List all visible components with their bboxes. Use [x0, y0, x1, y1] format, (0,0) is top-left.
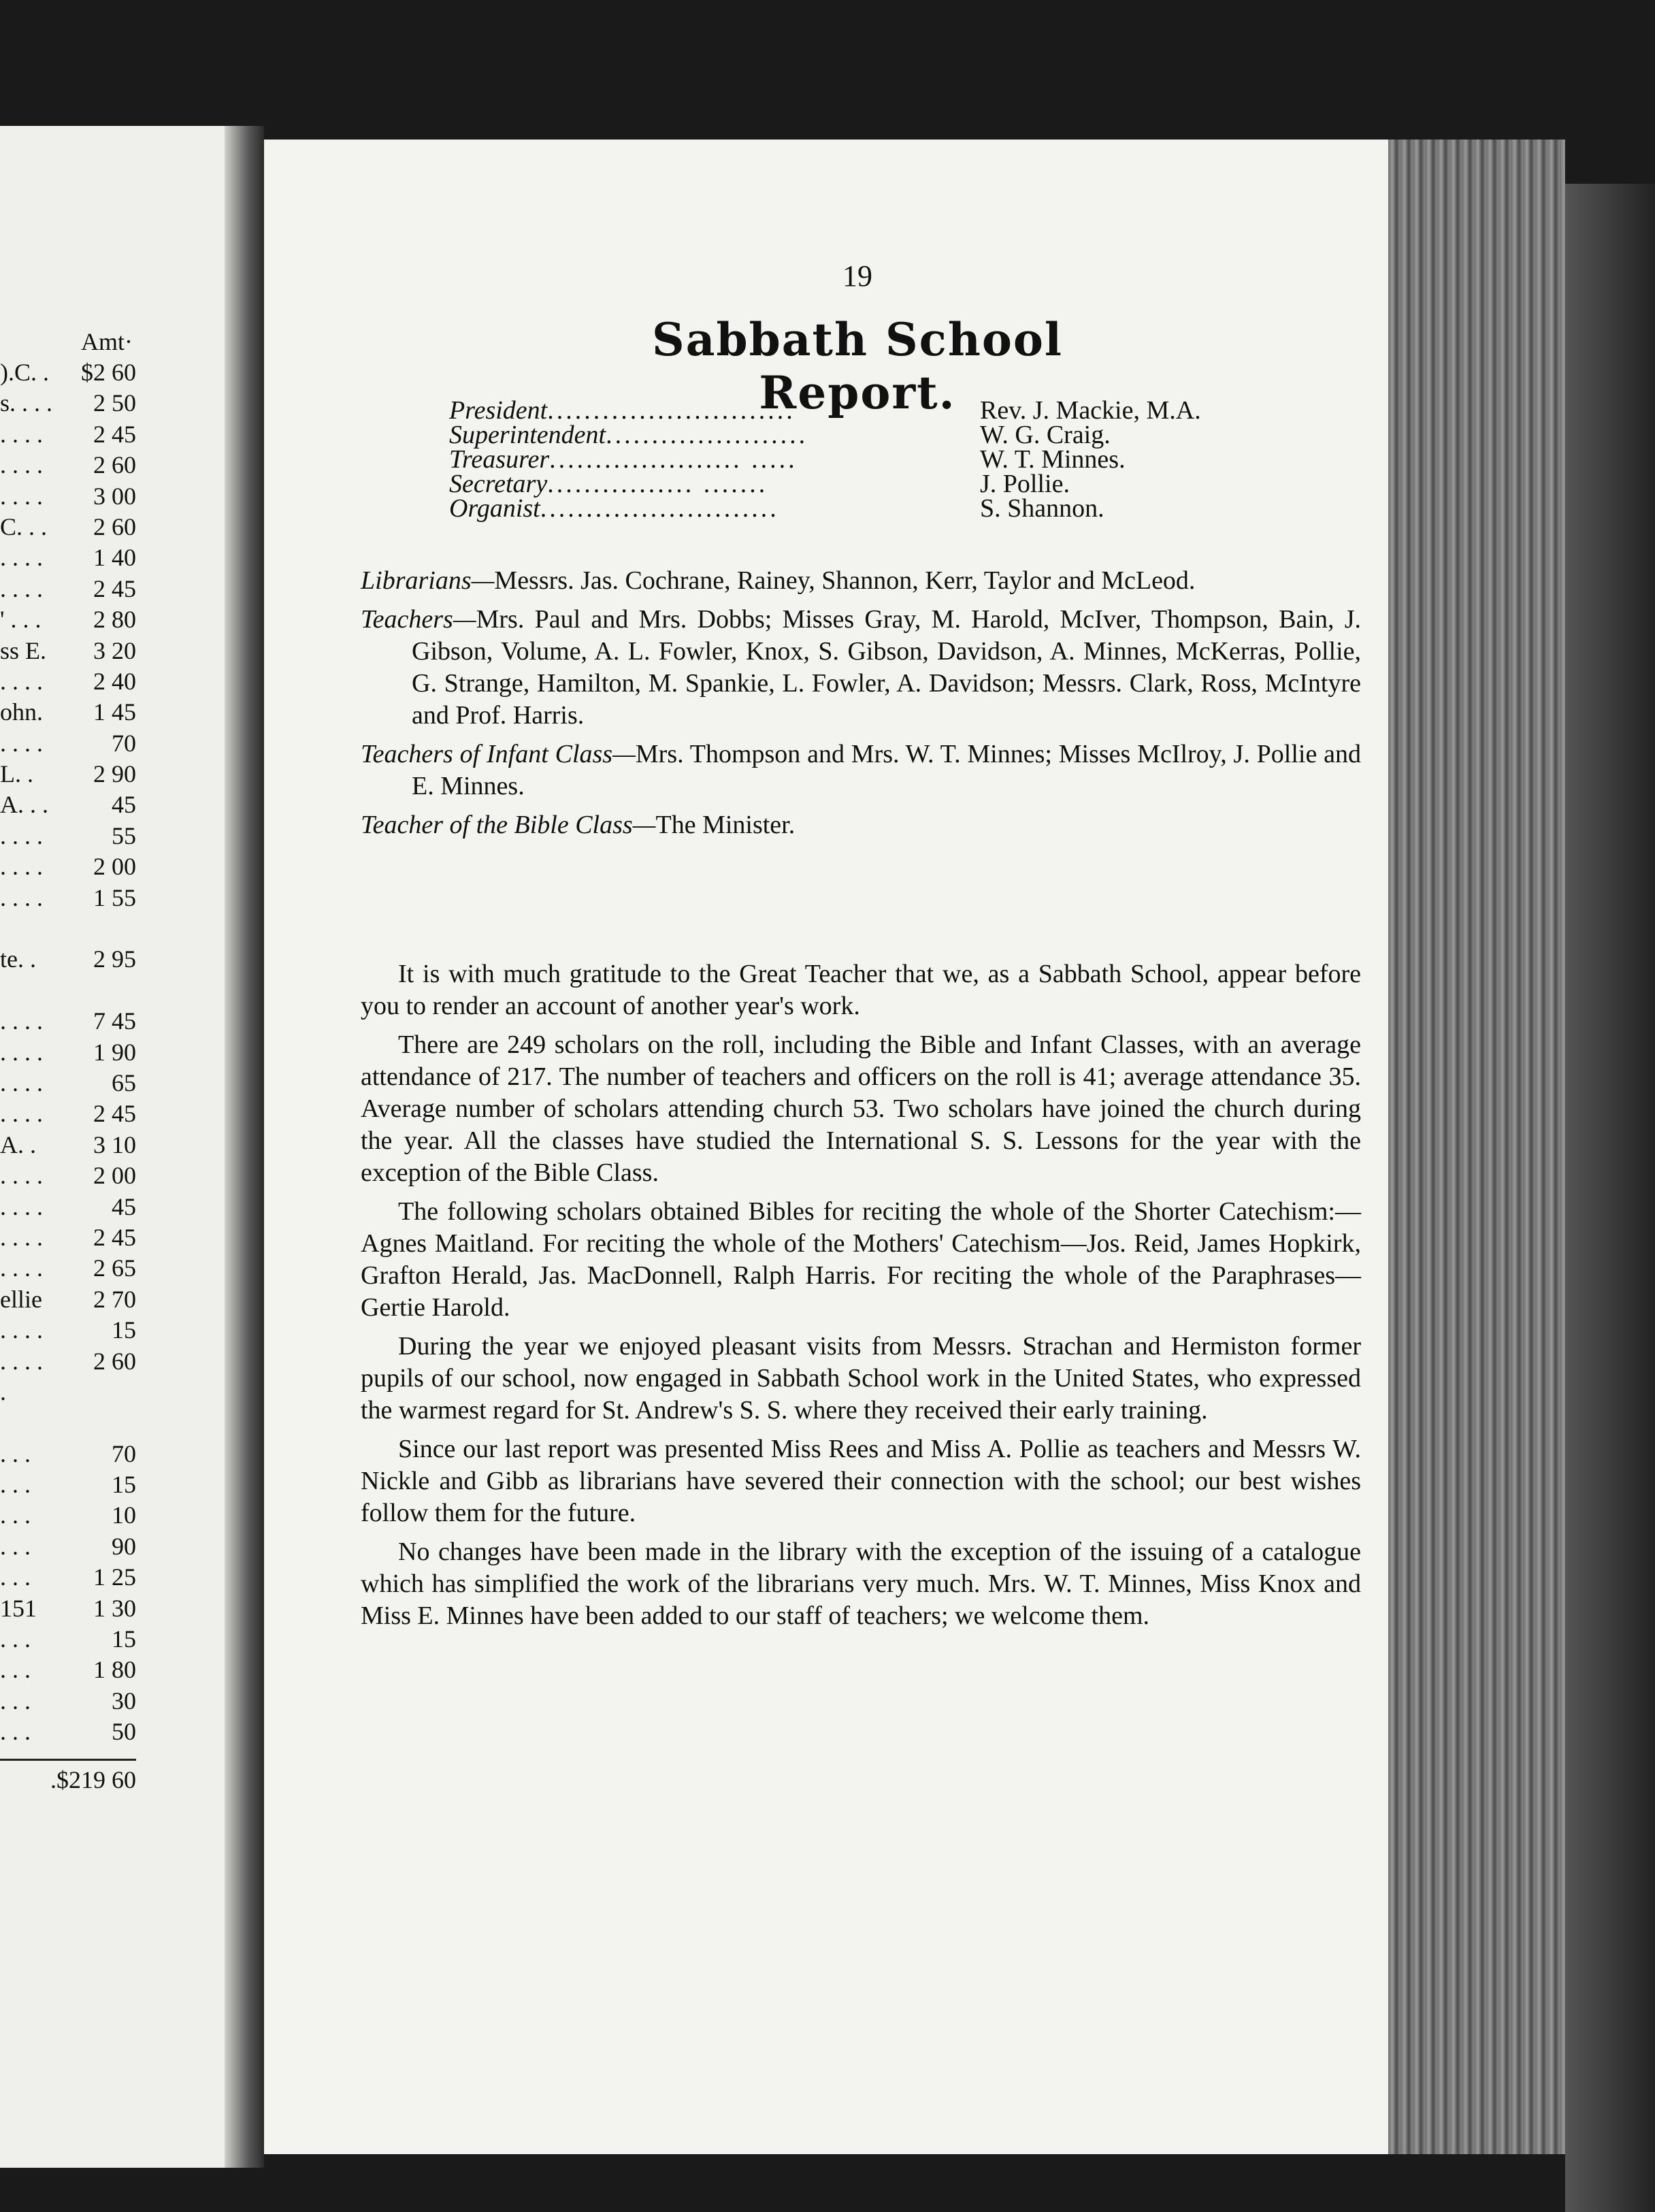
left-row-amount: 2 60	[93, 513, 136, 540]
left-row-label: . . . .	[0, 420, 43, 448]
left-row-label: . . . .	[0, 667, 43, 695]
officer-name: W. T. Minnes.	[980, 445, 1126, 474]
left-row-amount: 2 45	[93, 574, 136, 602]
left-row-amount: 3 10	[93, 1131, 136, 1158]
left-row-label: L. .	[0, 760, 33, 788]
left-row-amount: 3 00	[93, 482, 136, 510]
left-row-amount: 1 40	[93, 544, 136, 572]
left-amount-row	[0, 1037, 136, 1068]
left-row-amount: 2 65	[93, 1254, 136, 1282]
officer-row	[449, 423, 1334, 447]
left-amount-row	[0, 1315, 136, 1346]
leader-dots: ..................... .....	[549, 447, 798, 472]
left-amount-row	[0, 666, 136, 697]
left-row-label: . . . .	[0, 1192, 43, 1220]
left-row-label: . . .	[0, 1625, 31, 1653]
left-amount-row	[0, 697, 136, 728]
left-row-amount	[68, 913, 136, 944]
left-amount-row	[0, 636, 136, 666]
left-row-label: . . .	[0, 1440, 31, 1467]
left-amount-row	[0, 1346, 136, 1377]
left-amount-row	[0, 1408, 136, 1438]
left-row-label: te. .	[0, 945, 36, 973]
left-row-amount: 65	[112, 1069, 136, 1096]
page-number: 19	[842, 259, 872, 293]
librarians-entry	[361, 565, 1361, 597]
left-row-label: . . .	[0, 1532, 31, 1560]
left-row-amount: 2 95	[93, 945, 136, 973]
left-row-label	[0, 975, 68, 1006]
total-row	[0, 1765, 136, 1795]
total-rule	[0, 1759, 136, 1761]
page-edges	[1388, 140, 1565, 2154]
left-row-label: A. .	[0, 1131, 36, 1158]
left-row-label: . . . .	[0, 544, 43, 572]
left-row-label: . . . .	[0, 1007, 43, 1035]
left-row-amount: 45	[112, 791, 136, 819]
left-rows	[0, 357, 136, 1748]
left-row-amount: 70	[112, 729, 136, 757]
left-row-amount	[68, 1408, 136, 1438]
left-row-amount: 15	[112, 1316, 136, 1344]
left-row-label: .	[0, 1378, 6, 1405]
left-row-label: s. . . .	[0, 389, 53, 417]
left-row-label: A. . .	[0, 791, 48, 819]
left-row-amount	[68, 1377, 136, 1408]
infant-teachers-text: Mrs. Thompson and Mrs. W. T. Minnes; Misses McIlroy, J. Pollie and E. Minnes.	[412, 740, 1361, 800]
left-amount-row	[0, 542, 136, 573]
left-row-amount: 7 45	[93, 1007, 136, 1035]
left-amount-row	[0, 450, 136, 481]
book-cover-edge	[1565, 184, 1655, 2212]
left-row-label: . . .	[0, 1563, 31, 1591]
officer-name: W. G. Craig.	[980, 421, 1111, 449]
left-row-amount: 70	[112, 1440, 136, 1467]
left-row-label: ellie	[0, 1285, 42, 1313]
left-amount-row	[0, 357, 136, 388]
left-amount-row	[0, 821, 136, 851]
left-amount-row	[0, 913, 136, 944]
left-row-amount: 15	[112, 1471, 136, 1499]
staff-lists	[361, 565, 1361, 848]
left-row-label: . . . .	[0, 853, 43, 881]
left-row-amount: 15	[112, 1625, 136, 1653]
left-amount-row	[0, 419, 136, 450]
report-paragraph: There are 249 scholars on the roll, including the Bible and Infant Classes, with an average attendance of 217. The number of teachers and officers on the roll is 41; average attendance 35. Average number of scholars attending church 53. Two scholars have joined the church during the year. All the classes have studied the International S. S. Lessons for the year with the exception of the Bible Class.	[361, 1030, 1361, 1187]
left-row-amount	[68, 975, 136, 1006]
left-row-label: . . .	[0, 1656, 31, 1684]
page-title: Sabbath School Report.	[652, 313, 1063, 419]
left-amount-row	[0, 759, 136, 790]
left-row-amount: 1 55	[93, 883, 136, 911]
left-row-label: . . . .	[0, 482, 43, 510]
left-row-amount: 2 60	[93, 451, 136, 479]
left-row-amount: 1 45	[93, 698, 136, 726]
left-row-label: . . . .	[0, 822, 43, 849]
left-row-amount: 2 70	[93, 1285, 136, 1313]
officer-role: Organist	[449, 494, 540, 523]
left-amount-row	[0, 604, 136, 635]
left-row-label: . . . .	[0, 1254, 43, 1282]
left-row-label: ).C. .	[0, 359, 49, 386]
left-amount-row	[0, 1717, 136, 1747]
left-amount-row	[0, 851, 136, 882]
left-row-label: . . . .	[0, 1038, 43, 1066]
left-amount-row	[0, 1377, 136, 1408]
officer-row	[449, 447, 1334, 472]
leader-dots: ..........................	[540, 496, 779, 521]
officer-row	[449, 398, 1334, 423]
report-paragraph: No changes have been made in the library with the exception of the issuing of a catalogue which has simplified the work of the librarians very much. Mrs. W. T. Minnes, Miss Knox and Miss E. Minnes have been added to our staff of teachers; we welcome them.	[361, 1538, 1361, 1630]
left-row-label: . . .	[0, 1718, 31, 1746]
officer-name: S. Shannon.	[980, 494, 1104, 523]
left-amount-row	[0, 512, 136, 542]
officer-role: Secretary	[449, 470, 548, 498]
left-row-amount: 2 50	[93, 389, 136, 417]
left-amount-column	[0, 327, 136, 1795]
left-amount-row	[0, 388, 136, 419]
left-row-label: 151	[0, 1594, 37, 1622]
left-amount-row	[0, 1624, 136, 1655]
left-amount-row	[0, 728, 136, 759]
left-row-label: . . . .	[0, 883, 43, 911]
infant-teachers-lead: Teachers of Infant Class—	[361, 740, 636, 768]
report-paragraph: Since our last report was presented Miss Rees and Miss A. Pollie as teachers and Messrs W. Nickle and Gibb as librarians have severed their connection with the school; our best wishes follow them for the future.	[361, 1435, 1361, 1527]
left-amount-row	[0, 1500, 136, 1531]
report-paragraph: The following scholars obtained Bibles for reciting the whole of the Shorter Catechism:—Agnes Maitland. For reciting the whole of the Mothers' Catechism—Jos. Reid, James Hopkirk, Grafton Herald, Jas. MacDonnell, Ralph Harris. For reciting the whole of the Paraphrases—Gertie Harold.	[361, 1197, 1361, 1322]
left-amount-row	[0, 1099, 136, 1129]
amount-header: Amt·	[81, 328, 133, 355]
left-row-label: ohn.	[0, 698, 43, 726]
bible-teacher-entry	[361, 809, 1361, 841]
left-row-amount: $2 60	[81, 359, 136, 386]
left-amount-row	[0, 944, 136, 975]
left-row-amount: 30	[112, 1687, 136, 1714]
left-row-amount: 2 80	[93, 606, 136, 634]
teachers-entry	[361, 604, 1361, 732]
left-amount-row	[0, 1130, 136, 1160]
left-amount-row	[0, 1562, 136, 1593]
total-amount: .$219 60	[50, 1766, 136, 1793]
teachers-text: Mrs. Paul and Mrs. Dobbs; Misses Gray, M. Harold, McIver, Thompson, Bain, J. Gibson, Volume, A. L. Fowler, Knox, S. Gibson, Davidson, A. Minnes, McKerras, Pollie, G. Strange, Hamilton, M. Spankie, L. Fowler, A. Davidson; Messrs. Clark, Ross, McIntyre and Prof. Harris.	[412, 605, 1361, 730]
left-row-amount: 1 90	[93, 1038, 136, 1066]
left-row-amount: 55	[112, 822, 136, 849]
left-row-label: . . . .	[0, 1223, 43, 1251]
left-amount-row	[0, 1253, 136, 1284]
book-gutter	[225, 126, 264, 2168]
left-row-amount: 3 20	[93, 636, 136, 664]
left-row-label: . . . .	[0, 1162, 43, 1190]
report-paragraph: It is with much gratitude to the Great Teacher that we, as a Sabbath School, appear before you to render an account of another year's work.	[361, 960, 1361, 1020]
leader-dots: ...........................	[547, 398, 796, 423]
left-row-label: C. . .	[0, 513, 48, 540]
infant-teachers-entry	[361, 738, 1361, 802]
left-row-label: . . . .	[0, 1316, 43, 1344]
left-row-label: . . . .	[0, 574, 43, 602]
officers-list	[449, 398, 1334, 521]
left-amount-row	[0, 1686, 136, 1717]
left-row-amount: 1 25	[93, 1563, 136, 1591]
left-row-label: . . .	[0, 1501, 31, 1529]
leader-dots: ......................	[606, 423, 808, 447]
left-amount-row	[0, 1655, 136, 1685]
leader-dots: ................ .......	[547, 472, 768, 496]
left-amount-row	[0, 883, 136, 913]
left-row-label: . . . .	[0, 1069, 43, 1096]
left-amount-row	[0, 790, 136, 820]
left-row-label: ' . . .	[0, 606, 42, 634]
left-row-label: ss E.	[0, 636, 47, 664]
left-row-amount: 90	[112, 1532, 136, 1560]
left-amount-row	[0, 1222, 136, 1253]
left-amount-row	[0, 1192, 136, 1222]
left-amount-row	[0, 1068, 136, 1099]
left-row-amount: 1 30	[93, 1594, 136, 1622]
left-row-label: . . .	[0, 1471, 31, 1499]
officer-role: Treasurer	[449, 445, 550, 474]
left-row-label	[0, 913, 68, 944]
left-row-label: . . . .	[0, 1100, 43, 1128]
left-amount-row	[0, 975, 136, 1006]
bible-teacher-lead: Teacher of the Bible Class—	[361, 811, 656, 839]
left-amount-row	[0, 1160, 136, 1191]
left-row-amount: 2 00	[93, 1162, 136, 1190]
left-row-amount: 50	[112, 1718, 136, 1746]
left-row-amount: 2 40	[93, 667, 136, 695]
left-row-amount: 45	[112, 1192, 136, 1220]
left-row-amount: 10	[112, 1501, 136, 1529]
officer-row	[449, 496, 1334, 521]
librarians-text: Messrs. Jas. Cochrane, Rainey, Shannon, Kerr, Taylor and McLeod.	[494, 566, 1196, 595]
left-amount-row	[0, 1469, 136, 1500]
left-amount-row	[0, 574, 136, 604]
left-row-amount: 1 80	[93, 1656, 136, 1684]
left-row-label: . . . .	[0, 451, 43, 479]
officer-role: President	[449, 396, 548, 425]
left-amount-row	[0, 1439, 136, 1469]
left-row-amount: 2 45	[93, 420, 136, 448]
officer-row	[449, 472, 1334, 496]
officer-name: Rev. J. Mackie, M.A.	[980, 396, 1201, 425]
left-amount-row	[0, 1531, 136, 1562]
teachers-lead: Teachers—	[361, 605, 476, 634]
report-body	[361, 958, 1361, 1639]
bible-teacher-text: The Minister.	[655, 811, 796, 839]
left-amount-row	[0, 1284, 136, 1315]
left-row-amount: 2 90	[93, 760, 136, 788]
left-row-label	[0, 1408, 68, 1438]
left-row-amount: 2 45	[93, 1100, 136, 1128]
left-amount-row	[0, 1593, 136, 1624]
left-row-label: . . .	[0, 1687, 31, 1714]
left-row-label: . . . .	[0, 729, 43, 757]
left-row-amount: 2 00	[93, 853, 136, 881]
left-amount-row	[0, 481, 136, 512]
librarians-lead: Librarians—	[361, 566, 495, 595]
left-amount-row	[0, 1006, 136, 1037]
left-row-amount: 2 45	[93, 1223, 136, 1251]
left-row-amount: 2 60	[93, 1347, 136, 1375]
report-paragraph: During the year we enjoyed pleasant visits from Messrs. Strachan and Hermiston former pupils of our school, now engaged in Sabbath School work in the United States, who expressed the warmest regard for St. Andrew's S. S. where they received their early training.	[361, 1332, 1361, 1425]
left-row-label: . . . .	[0, 1347, 43, 1375]
officer-role: Superintendent	[449, 421, 606, 449]
officer-name: J. Pollie.	[980, 470, 1070, 498]
